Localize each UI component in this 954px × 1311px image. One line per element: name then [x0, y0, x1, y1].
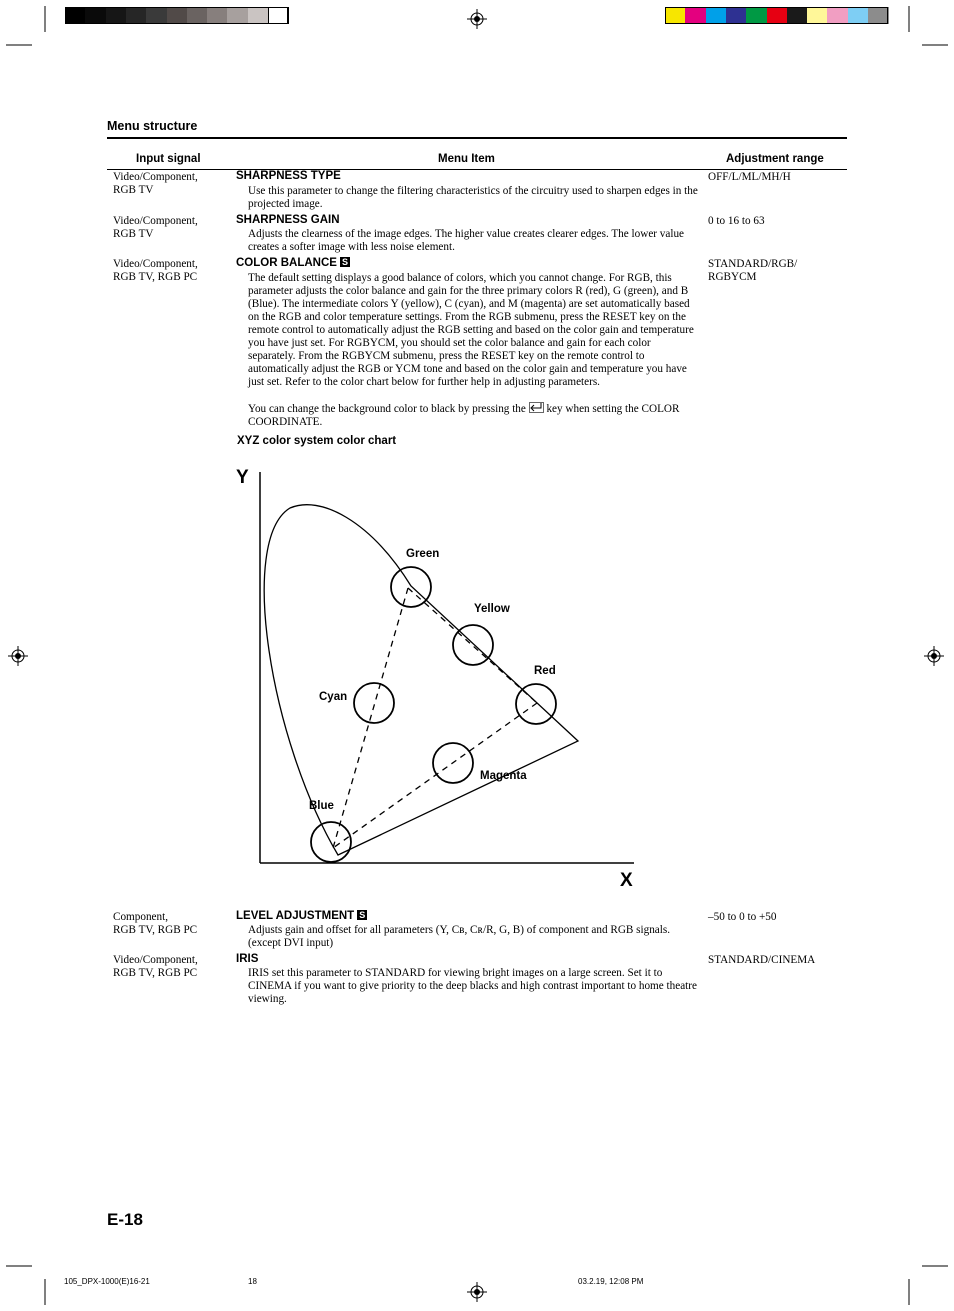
menu-item-title-text: LEVEL ADJUSTMENT [236, 910, 355, 922]
menu-item-description: IRIS set this parameter to STANDARD for viewing bright images on a large screen. Set it to CINEMA if you want to give priority to the deep blacks and high contrast important to home theatre viewing. [248, 967, 697, 1005]
menu-item-title: SHARPNESS GAIN [236, 214, 340, 226]
menu-item-description: Adjusts the clearness of the image edges. The higher value creates clearer edges. The lower value creates a softer image with less noise element. [248, 228, 685, 253]
note-text-before: You can change the background color to black by pressing the [248, 403, 526, 415]
adjustment-range-cell: OFF/L/ML/MH/H [708, 171, 791, 183]
color-bar-frame [665, 7, 888, 24]
s-badge-icon: S [359, 910, 366, 920]
column-header-input-signal: Input signal [136, 153, 201, 165]
s-badge-icon: S [341, 257, 348, 267]
adjustment-range-cell: STANDARD/CINEMA [708, 954, 816, 966]
menu-item-description: Use this parameter to change the filtering characteristics of the circuitry used to sharpen edges in the projected image. [248, 185, 698, 210]
adjustment-range-cell: 0 to 16 to 63 [708, 215, 765, 227]
column-header-adjustment-range: Adjustment range [726, 153, 824, 165]
x-axis-label: X [620, 870, 633, 891]
red-label: Red [534, 665, 556, 677]
input-signal-cell: Video/Component, RGB TV, RGB PC [113, 258, 198, 283]
menu-item-description: The default setting displays a good balance of colors, which you cannot change. For RGB, this parameter adjusts the color balance and gain for the three primary colors R (red), G (green), and B (Blue). The intermediate colors Y (yellow), C (cyan), and M (magenta) are set automatically based on the RGB and color temperature settings. From the RGB submenu, press the RESET key on the remote control to automatically adjust the RGB setting and based on the color gain and temperature you have just set. For RGBYCM, you should set the color balance and gain for each color separately. From the RGBYCM submenu, press the RESET key on the remote control to automatically adjust the RGB or YCM tone and based on the color gain and temperature you have just set. Refer to the color chart below for further help in adjusting parameters. [248, 272, 694, 388]
green-label: Green [406, 548, 440, 560]
input-signal-cell: Video/Component, RGB TV [113, 171, 198, 196]
magenta-label: Magenta [480, 770, 527, 782]
blue-label: Blue [309, 800, 334, 812]
cyan-point-circle [354, 683, 394, 723]
section-title: Menu structure [107, 119, 198, 133]
adjustment-range-cell: STANDARD/RGB/ RGBYCM [708, 258, 798, 283]
footer-file-name: 105_DPX-1000(E)16-21 [64, 1277, 150, 1286]
color-bar-frame [65, 7, 288, 24]
yellow-label: Yellow [474, 603, 510, 615]
page-number: E-18 [107, 1210, 143, 1229]
menu-item-description: Adjusts gain and offset for all parameters (Y, Cʙ, Cʀ/R, G, B) of component and RGB signals. (except DVI input) [248, 924, 671, 949]
note-text-after: key when setting the COLOR COORDINATE. [248, 403, 680, 428]
menu-item-title: SHARPNESS TYPE [236, 170, 341, 182]
footer-date: 03.2.19, 12:08 PM [578, 1277, 644, 1286]
green-point-circle [391, 567, 431, 607]
cyan-label: Cyan [319, 691, 348, 703]
input-signal-cell: Video/Component, RGB TV [113, 215, 198, 240]
yellow-point-circle [453, 625, 493, 665]
menu-item-title: IRIS [236, 953, 259, 965]
input-signal-cell: Component, RGB TV, RGB PC [113, 911, 198, 936]
column-header-menu-item: Menu Item [438, 153, 495, 165]
menu-item-title [236, 910, 367, 922]
chart-caption: XYZ color system color chart [237, 435, 397, 447]
menu-item-title-text: COLOR BALANCE [236, 257, 337, 269]
footer-page: 18 [248, 1277, 257, 1286]
y-axis-label: Y [236, 467, 249, 488]
adjustment-range-cell: –50 to 0 to +50 [708, 911, 777, 923]
input-signal-cell: Video/Component, RGB TV, RGB PC [113, 954, 198, 979]
